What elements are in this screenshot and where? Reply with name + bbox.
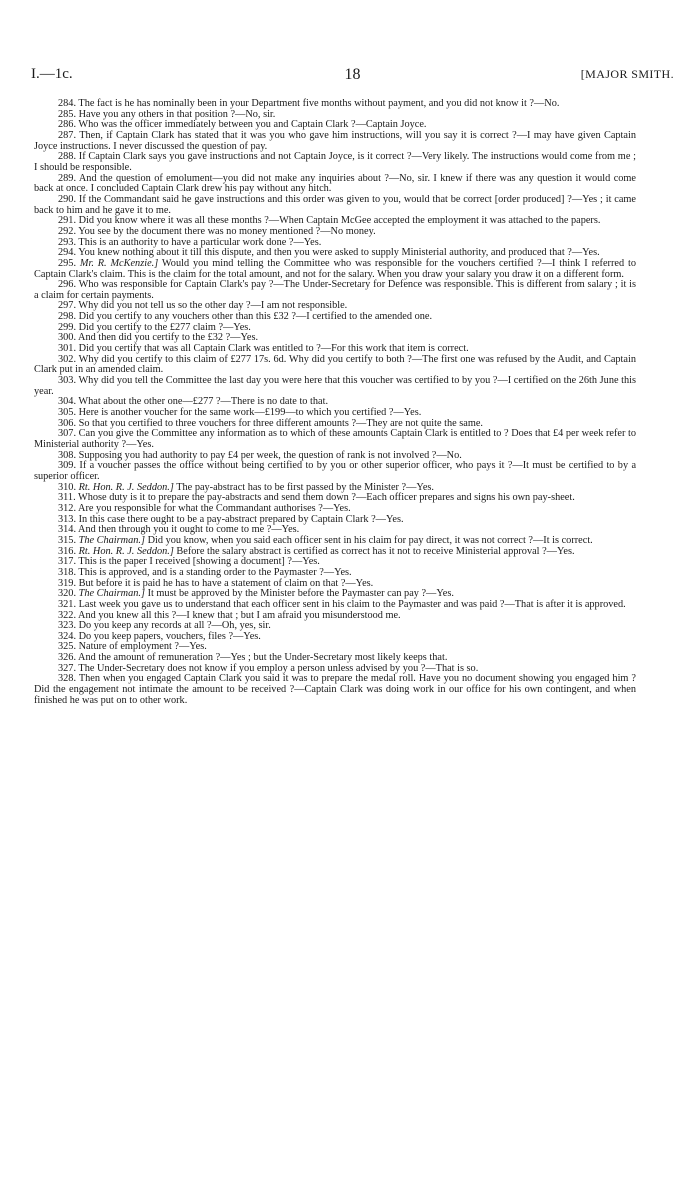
question-answer-text: And you knew all this ?—I knew that ; but I am afraid you misunderstood me. (78, 609, 401, 621)
question-answer-text: Did you certify to any vouchers other than this £32 ?—I certified to the amended one. (78, 311, 433, 323)
testimony-paragraph (34, 429, 636, 450)
question-answer-text: Why did you certify to this claim of £277 17s. 6d. Why did you certify to both ?—The first one was refused by the Audit, and Captain Clark put in an amended claim. (34, 353, 636, 376)
question-number: 327. (58, 662, 77, 674)
question-answer-text: Who was responsible for Captain Clark's pay ?—The Under-Secretary for Defence was responsible. This is different from salary ; it is a claim for certain payments. (34, 279, 636, 301)
question-number: 301. (58, 343, 77, 355)
question-answer-text: If a voucher passes the office without being certified to by you or other superior officer, who pays it ?—It must be certified to by a superior officer. (34, 460, 637, 482)
question-number: 286. (58, 119, 77, 131)
question-answer-text: What about the other one—£277 ?—There is no date to that. (78, 396, 329, 408)
question-answer-text: Do you keep papers, vouchers, files ?—Yes. (78, 630, 261, 642)
speaker-label: Rt. Hon. R. J. Seddon.] (78, 481, 174, 493)
question-answer-text: The Under-Secretary does not know if you employ a person unless advised by you ?—That is so. (78, 662, 479, 674)
question-answer-text: Then when you engaged Captain Clark you said it was to prepare the medal roll. Have you no document showing you engaged him ? Did the engagement not intimate the amount to be received ?—Captain Clark was doing work in our office for his own contingent, and when finished he was put on to other work. (34, 673, 636, 706)
page-number: 18 (344, 66, 361, 83)
question-answer-text: This is approved, and is a standing order to the Paymaster ?—Yes. (78, 566, 352, 578)
question-number: 303. (58, 375, 77, 387)
question-number: 306. (58, 417, 77, 429)
question-number: 318. (58, 566, 77, 578)
question-answer-text: And the amount of remuneration ?—Yes ; but the Under-Secretary most likely keeps that. (78, 652, 448, 664)
question-answer-text: This is the paper I received [showing a document] ?—Yes. (78, 556, 320, 568)
question-answer-text: Who was the officer immediately between you and Captain Clark ?—Captain Joyce. (78, 119, 427, 131)
question-answer-text: Did you know, when you said each officer sent in his claim for pay direct, it was not correct ?—It is correct. (147, 534, 593, 546)
testimony-paragraph (34, 461, 636, 482)
question-number: 309. (58, 460, 77, 472)
question-answer-text: Can you give the Committee any information as to which of these amounts Captain Clark is entitled to ? Does that £4 per week refer to Ministerial authority ?—Yes. (34, 428, 636, 450)
question-answer-text: Whose duty is it to prepare the pay-abstracts and send them down ?—Each officer prepares and signs his own pay-sheet. (78, 492, 575, 504)
question-answer-text: Nature of employment ?—Yes. (78, 641, 207, 653)
question-number: 321. (58, 598, 77, 610)
question-number: 316. (58, 545, 77, 557)
question-number: 287. (58, 129, 77, 141)
question-number: 322. (58, 609, 77, 621)
question-number: 312. (58, 502, 77, 514)
question-number: 291. (58, 215, 77, 227)
question-answer-text: The fact is he has nominally been in your Department five months without payment, and you did not know it ?—No. (78, 98, 560, 109)
question-number: 305. (58, 407, 77, 419)
question-number: 314. (58, 524, 77, 536)
question-number: 304. (58, 396, 77, 408)
question-number: 300. (58, 332, 77, 344)
speaker-label: The Chairman.] (78, 534, 145, 546)
speaker-label: Rt. Hon. R. J. Seddon.] (78, 545, 174, 557)
testimony-paragraph (34, 355, 636, 376)
question-answer-text: If Captain Clark says you gave instructions and not Captain Joyce, is it correct ?—Very likely. The instructions would come from me ; I should be responsible. (34, 151, 636, 173)
question-number: 299. (58, 321, 77, 333)
question-number: 293. (58, 236, 77, 248)
question-answer-text: It must be approved by the Minister before the Paymaster can pay ?—Yes. (147, 588, 454, 600)
question-number: 310. (58, 481, 77, 493)
question-answer-text: Are you responsible for what the Commandant authorises ?—Yes. (78, 502, 351, 514)
question-answer-text: And then through you it ought to come to me ?—Yes. (78, 524, 300, 536)
question-number: 311. (58, 492, 76, 504)
question-number: 295. (58, 257, 77, 269)
question-number: 288. (58, 151, 77, 163)
testimony-paragraph (34, 131, 636, 152)
question-number: 296. (58, 279, 77, 291)
question-number: 328. (58, 673, 77, 685)
question-number: 292. (58, 225, 77, 237)
question-answer-text: Before the salary abstract is certified as correct has it not to receive Ministerial approval ?—Yes. (176, 545, 575, 557)
question-number: 289. (58, 172, 77, 184)
question-number: 313. (58, 513, 77, 525)
question-number: 297. (58, 300, 77, 312)
parliamentary-paper-reference: I.—1c. (31, 66, 73, 82)
question-answer-text: And then did you certify to the £32 ?—Yes. (78, 332, 259, 344)
question-answer-text: Have you any others in that position ?—No, sir. (78, 108, 276, 120)
testimony-paragraph (34, 152, 636, 173)
question-answer-text: Did you know where it was all these months ?—When Captain McGee accepted the employment it was attached to the papers. (78, 215, 601, 227)
question-answer-text: And the question of emolument—you did not make any inquiries about ?—No, sir. I knew if there was any question it would come back at once. I concluded Captain Clark drew his pay without any hitch. (34, 172, 636, 195)
question-answer-text: If the Commandant said he gave instructions and this order was given to you, would that be correct [order produced] ?—Yes ; it came back to him and he gave it to me. (34, 193, 636, 216)
question-number: 285. (58, 108, 77, 120)
witness-name: [MAJOR SMITH. (580, 67, 674, 81)
question-answer-text: Why did you tell the Committee the last day you were here that this voucher was certified to by you ?—I certified on the 26th June this year. (34, 375, 637, 397)
question-number: 298. (58, 311, 77, 323)
speaker-label: The Chairman.] (78, 588, 145, 600)
testimony-paragraph (34, 195, 636, 216)
speaker-label: Mr. R. McKenzie.] (79, 257, 159, 269)
page-header (31, 66, 674, 84)
question-answer-text: Did you certify to the £277 claim ?—Yes. (78, 321, 251, 333)
question-answer-text: Supposing you had authority to pay £4 per week, the question of rank is not involved ?—No. (78, 449, 462, 461)
question-answer-text: Why did you not tell us so the other day ?—I am not responsible. (78, 300, 348, 312)
question-number: 294. (58, 247, 77, 259)
question-answer-text: Last week you gave us to understand that each officer sent in his claim to the Paymaster and was paid ?—That is after it is approved. (78, 598, 626, 610)
testimony-paragraph (34, 174, 636, 195)
question-answer-text: Do you keep any records at all ?—Oh, yes, sir. (78, 620, 271, 632)
question-number: 324. (58, 630, 77, 642)
question-answer-text: So that you certified to three vouchers for three different amounts ?—They are not quite the same. (78, 417, 484, 429)
question-number: 317. (58, 556, 77, 568)
question-answer-text: The pay-abstract has to be first passed by the Minister ?—Yes. (176, 481, 434, 493)
question-number: 325. (58, 641, 77, 653)
question-number: 308. (58, 449, 77, 461)
question-number: 284. (58, 98, 77, 109)
question-number: 315. (58, 534, 77, 546)
question-number: 302. (58, 353, 77, 365)
question-number: 307. (58, 428, 77, 440)
testimony-paragraph (34, 376, 636, 397)
question-number: 290. (58, 193, 77, 205)
question-number: 326. (58, 652, 77, 664)
question-answer-text: This is an authority to have a particular work done ?—Yes. (78, 236, 322, 248)
testimony-paragraph (34, 259, 636, 280)
question-answer-text: You knew nothing about it till this dispute, and then you were asked to supply Ministerial authority, and produced that ?—Yes. (78, 247, 600, 259)
testimony-body (34, 99, 636, 706)
question-answer-text: Then, if Captain Clark has stated that it was you who gave him instructions, will you say it is correct ?—I may have given Captain Joyce instructions. I never discussed the question of pay. (34, 129, 636, 152)
testimony-paragraph (34, 674, 636, 706)
question-number: 319. (58, 577, 77, 589)
question-number: 320. (58, 588, 77, 600)
question-answer-text: Would you mind telling the Committee who was responsible for the vouchers certified ?—I think I referred to Captain Clark's claim. This is the claim for the total amount, and not for the salary. When you draw your salary you draw it on a different form. (34, 257, 636, 280)
question-answer-text: In this case there ought to be a pay-abstract prepared by Captain Clark ?—Yes. (78, 513, 404, 525)
testimony-paragraph (34, 280, 636, 301)
question-answer-text: Did you certify that was all Captain Clark was entitled to ?—For this work that item is correct. (78, 343, 469, 355)
question-answer-text: But before it is paid he has to have a statement of claim on that ?—Yes. (78, 577, 374, 589)
question-answer-text: Here is another voucher for the same work—£199—to which you certified ?—Yes. (78, 407, 422, 419)
question-answer-text: You see by the document there was no money mentioned ?—No money. (78, 225, 376, 237)
question-number: 323. (58, 620, 77, 632)
